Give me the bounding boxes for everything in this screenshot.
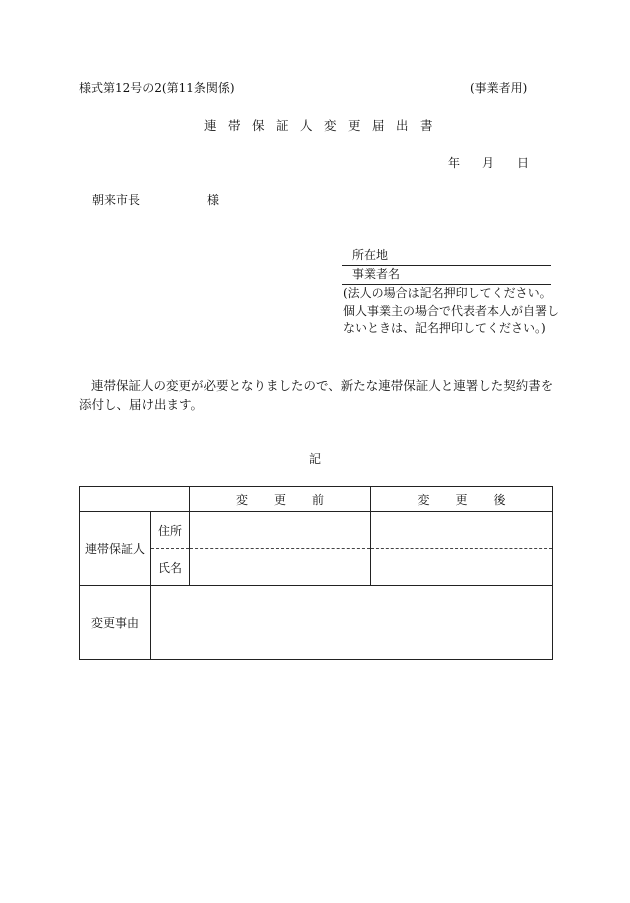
address-label: 住所 (151, 512, 190, 549)
title-char: 届 (372, 118, 385, 133)
title-char: 連 (204, 118, 217, 133)
before-char: 変 (235, 492, 248, 507)
location-label: 所在地 (352, 248, 389, 262)
document-title (204, 120, 444, 133)
after-char: 更 (455, 492, 468, 507)
header-blank-cell (80, 487, 190, 512)
title-char: 更 (348, 118, 361, 133)
change-table (79, 486, 553, 660)
seal-note-line-1: (法人の場合は記名押印してください。 (343, 286, 552, 300)
title-char: 保 (252, 118, 265, 133)
addressee-honorific: 様 (207, 193, 220, 207)
addressee-name: 朝来市長 (92, 193, 141, 207)
body-paragraph: 連帯保証人の変更が必要となりましたので、新たな連帯保証人と連署した契約書を添付し、届け出ます。 (79, 378, 554, 412)
address-before-cell[interactable] (190, 512, 371, 549)
title-char: 人 (300, 118, 313, 133)
name-before-cell[interactable] (190, 549, 371, 586)
title-char: 変 (324, 118, 337, 133)
ki-heading: 記 (309, 452, 322, 466)
business-name-line (342, 284, 551, 285)
before-change-header (190, 487, 371, 512)
reason-label: 変更事由 (80, 586, 151, 660)
after-change-header (371, 487, 553, 512)
seal-note-line-2: 個人事業主の場合で代表者本人が自署し (343, 304, 560, 318)
before-char: 前 (312, 492, 325, 507)
title-char: 証 (276, 118, 289, 133)
business-name-label: 事業者名 (352, 267, 401, 281)
before-char: 更 (273, 492, 286, 507)
date-year: 年 (448, 156, 461, 170)
form-number: 様式第12号の2(第11条関係) (79, 81, 235, 95)
title-char: 出 (396, 118, 409, 133)
location-line (342, 265, 551, 266)
seal-note-line-3: ないときは、記名押印してください。) (343, 321, 546, 335)
title-char: 書 (420, 118, 433, 133)
address-after-cell[interactable] (371, 512, 553, 549)
name-label: 氏名 (151, 549, 190, 586)
usage-note: (事業者用) (470, 81, 528, 95)
reason-cell[interactable] (151, 586, 553, 660)
date-month: 月 (482, 156, 495, 170)
date-day: 日 (517, 156, 530, 170)
after-char: 変 (417, 492, 430, 507)
after-char: 後 (493, 492, 506, 507)
title-char: 帯 (228, 118, 241, 133)
guarantor-label: 連帯保証人 (80, 512, 151, 586)
name-after-cell[interactable] (371, 549, 553, 586)
